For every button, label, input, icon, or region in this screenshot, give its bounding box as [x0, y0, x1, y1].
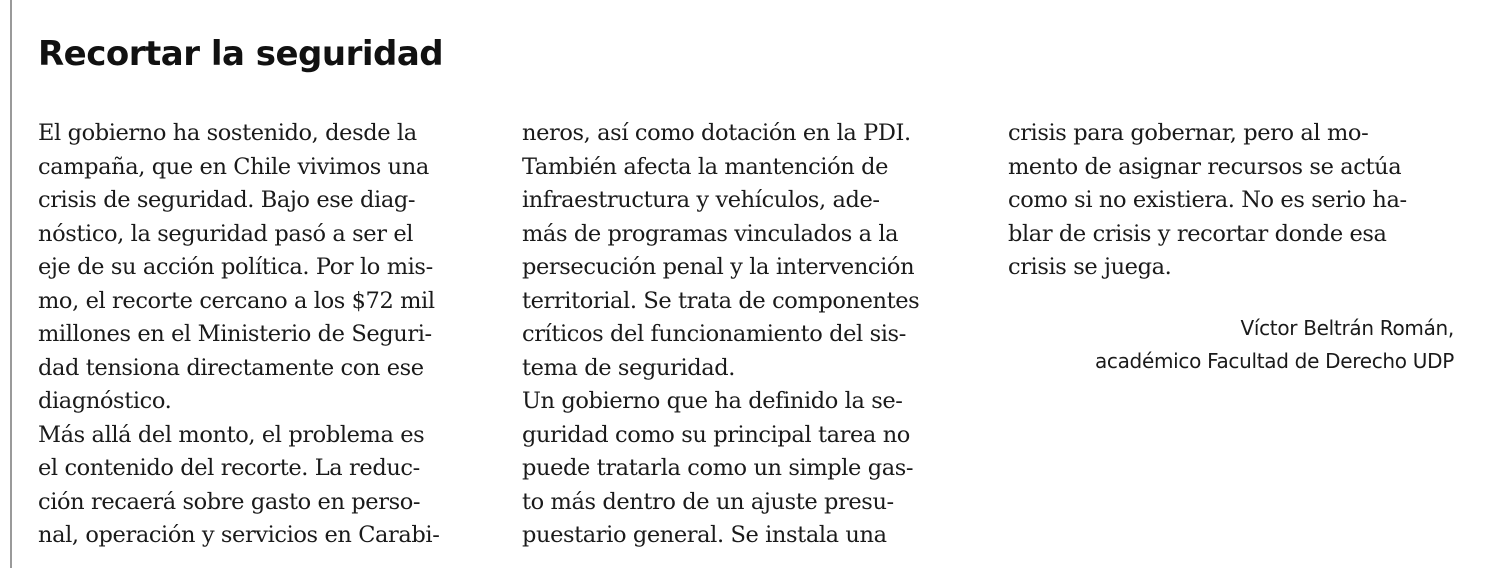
text-line: eje de su acción política. Por lo mis-	[38, 254, 433, 280]
text-line: neros, así como dotación en la PDI.	[522, 120, 911, 146]
text-line: También afecta la mantención de	[522, 153, 888, 180]
text-line: crisis se juega.	[1008, 254, 1172, 280]
article-column-2	[522, 117, 992, 553]
article-column-3	[1008, 117, 1478, 285]
text-line: guridad como su principal tarea no	[522, 421, 910, 448]
text-line: millones en el Ministerio de Seguri-	[38, 321, 432, 347]
text-line: puestario general. Se instala una	[522, 522, 887, 548]
author-signature	[1095, 312, 1454, 378]
text-line: tema de seguridad.	[522, 354, 736, 381]
text-line: crisis para gobernar, pero al mo-	[1008, 120, 1369, 146]
text-line: infraestructura y vehículos, ade-	[522, 187, 880, 213]
text-line: mo, el recorte cercano a los $72 mil	[38, 287, 435, 314]
text-line: puede tratarla como un simple gas-	[522, 455, 914, 481]
text-line: to más dentro de un ajuste presu-	[522, 488, 894, 515]
text-line: nal, operación y servicios en Carabi-	[38, 522, 440, 548]
text-line: como si no existiera. No es serio ha-	[1008, 187, 1407, 213]
text-line: crisis de seguridad. Bajo ese diag-	[38, 187, 416, 213]
author-name: Víctor Beltrán Román,	[1240, 316, 1454, 340]
text-line: nóstico, la seguridad pasó a ser el	[38, 220, 414, 247]
text-line: dad tensiona directamente con ese	[38, 354, 424, 381]
text-line: ción recaerá sobre gasto en perso-	[38, 488, 421, 515]
column-rule	[10, 0, 12, 568]
text-line: persecución penal y la intervención	[522, 254, 915, 280]
text-line: críticos del funcionamiento del sis-	[522, 321, 906, 347]
text-line: El gobierno ha sostenido, desde la	[38, 120, 417, 146]
text-line: diagnóstico.	[38, 388, 172, 414]
text-line: campaña, que en Chile vivimos una	[38, 153, 429, 180]
text-line: más de programas vinculados a la	[522, 220, 899, 247]
article-headline: Recortar la seguridad	[38, 34, 444, 74]
text-line: Más allá del monto, el problema es	[38, 421, 425, 448]
article-column-1	[38, 117, 508, 553]
text-line: mento de asignar recursos se actúa	[1008, 153, 1402, 180]
author-affiliation: académico Facultad de Derecho UDP	[1094, 349, 1454, 373]
text-line: territorial. Se trata de componentes	[522, 287, 920, 314]
text-line: el contenido del recorte. La reduc-	[38, 455, 420, 481]
text-line: blar de crisis y recortar donde esa	[1008, 220, 1387, 247]
text-line: Un gobierno que ha definido la se-	[522, 388, 903, 414]
